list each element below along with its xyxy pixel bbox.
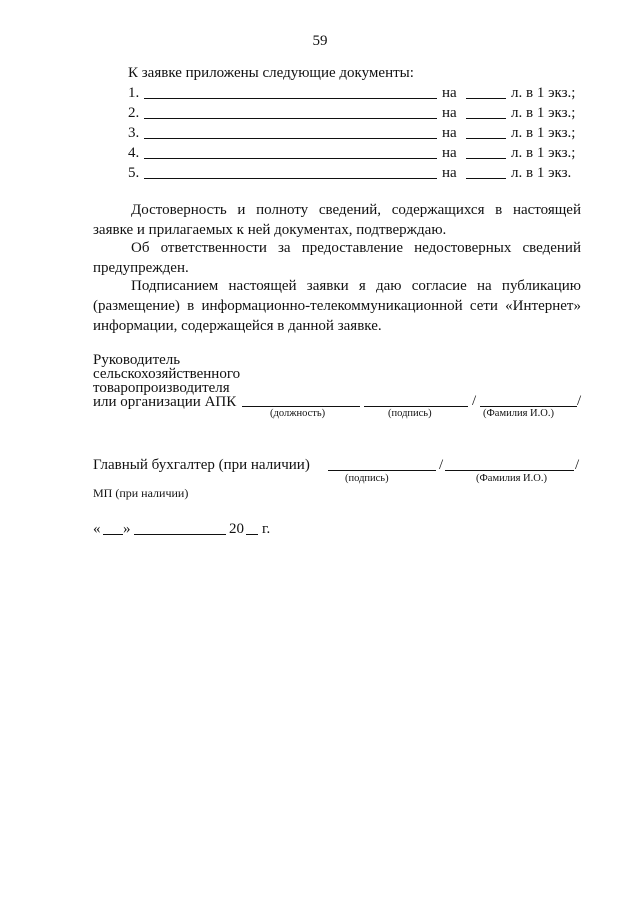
head-caption-position: (должность) (270, 408, 326, 419)
head-name-field (480, 406, 577, 407)
head-slash-2: / (577, 393, 582, 409)
attachment-number: 1. (128, 85, 140, 101)
head-caption-name: (Фамилия И.О.) (483, 408, 554, 419)
attachment-name-field (144, 138, 437, 139)
page-number: 59 (312, 33, 328, 49)
head-title-line-2: сельскохозяйственного (93, 366, 241, 382)
date-open-quote: « (93, 521, 101, 537)
attachments-heading: К заявке приложены следующие документы: (128, 65, 414, 81)
accountant-label: Главный бухгалтер (при наличии) (93, 457, 310, 473)
date-year-prefix: 20 (229, 521, 244, 537)
accountant-slash-1: / (439, 457, 444, 473)
head-caption-signature: (подпись) (388, 408, 432, 419)
attachment-tail: л. в 1 экз.; (511, 105, 576, 121)
stamp-label: МП (при наличии) (93, 486, 189, 500)
attachment-tail: л. в 1 экз.; (511, 145, 576, 161)
attachment-tail: л. в 1 экз.; (511, 85, 576, 101)
accountant-signature-field (328, 470, 436, 471)
attachment-number: 3. (128, 125, 140, 141)
date-year-suffix: г. (262, 521, 271, 537)
attachment-name-field (144, 98, 437, 99)
attachment-pages-field (466, 178, 506, 179)
date-year-field (246, 534, 258, 535)
accountant-caption-signature: (подпись) (345, 473, 389, 484)
attachment-na: на (442, 85, 457, 101)
accountant-caption-name: (Фамилия И.О.) (476, 473, 547, 484)
date-day-field (103, 534, 123, 535)
accountant-slash-2: / (575, 457, 580, 473)
head-position-field (242, 406, 360, 407)
attachment-number: 2. (128, 105, 140, 121)
attachment-na: на (442, 105, 457, 121)
attachment-pages-field (466, 138, 506, 139)
attachment-name-field (144, 118, 437, 119)
paragraph-responsibility: Об ответственности за предоставление недостоверных сведений предупрежден. (93, 240, 581, 276)
attachment-pages-field (466, 158, 506, 159)
attachment-number: 4. (128, 145, 140, 161)
head-signature-field (364, 406, 468, 407)
attachment-name-field (144, 158, 437, 159)
head-title-line-4: или организации АПК (93, 394, 237, 410)
paragraph-consent: Подписанием настоящей заявки я даю согласие на публикацию (размещение) в информационно-телекоммуникационной сети «Интернет» информации, содержащейся в данной заявке. (93, 278, 581, 334)
attachment-na: на (442, 165, 457, 181)
head-title-line-1: Руководитель (93, 352, 181, 368)
date-close-quote: » (123, 521, 131, 537)
head-title-line-3: товаропроизводителя (93, 380, 230, 396)
paragraph-confirmation: Достоверность и полноту сведений, содержащихся в настоящей заявке и прилагаемых к ней документах, подтверждаю. (93, 202, 581, 238)
head-slash-1: / (472, 393, 477, 409)
attachment-tail: л. в 1 экз. (511, 165, 572, 181)
accountant-name-field (445, 470, 574, 471)
attachment-na: на (442, 125, 457, 141)
attachment-tail: л. в 1 экз.; (511, 125, 576, 141)
attachment-name-field (144, 178, 437, 179)
date-month-field (134, 534, 226, 535)
attachment-pages-field (466, 118, 506, 119)
attachment-pages-field (466, 98, 506, 99)
attachment-na: на (442, 145, 457, 161)
attachment-number: 5. (128, 165, 140, 181)
